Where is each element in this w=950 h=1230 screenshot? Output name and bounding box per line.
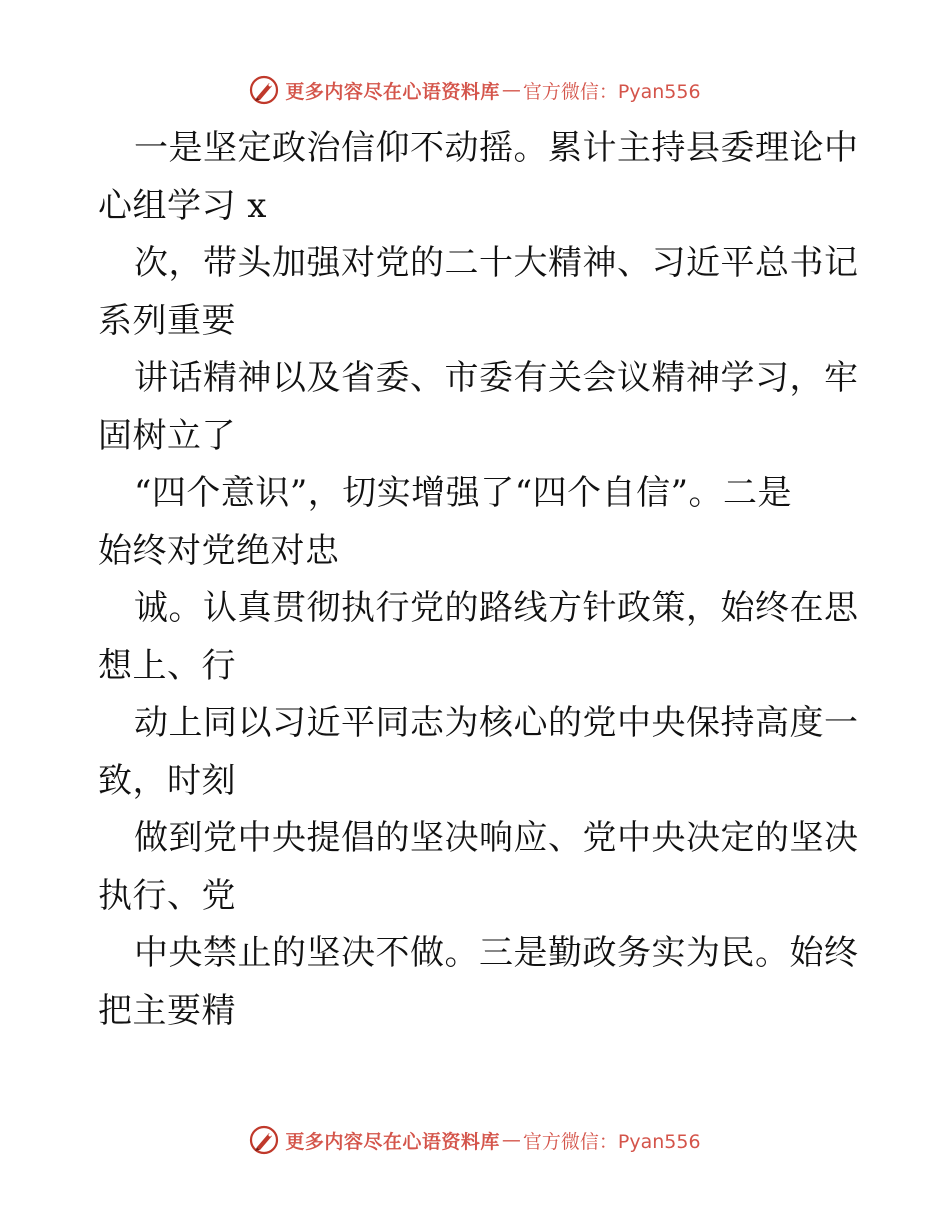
header-banner	[0, 70, 950, 110]
text-line: 系列重要	[98, 300, 236, 341]
text-line: “四个意识”，切实增强了“四个自信”。二是	[134, 473, 793, 513]
text-line: 诚。认真贯彻执行党的路线方针政策，始终在思	[134, 588, 859, 628]
text-line: 想上、行	[98, 645, 236, 686]
pen-nib-logo-icon	[249, 1125, 279, 1155]
banner-main-text: 更多内容尽在心语资料库	[285, 1130, 500, 1153]
footer-banner	[0, 1120, 950, 1160]
text-line: 致，时刻	[98, 760, 236, 801]
text-line: 动上同以习近平同志为核心的党中央保持高度一	[134, 703, 859, 743]
text-line: 把主要精	[98, 990, 236, 1031]
text-line: 心组学习 x	[98, 185, 267, 226]
text-line: 一是坚定政治信仰不动摇。累计主持县委理论中	[134, 128, 859, 168]
text-line: 次，带头加强对党的二十大精神、习近平总书记	[134, 243, 859, 283]
text-line: 执行、党	[98, 875, 236, 916]
body-text	[98, 120, 858, 1040]
text-line: 中央禁止的坚决不做。三是勤政务实为民。始终	[134, 933, 859, 973]
banner-dash: —	[501, 79, 521, 101]
text-line: 始终对党绝对忠	[98, 530, 340, 571]
pen-nib-logo-icon	[249, 75, 279, 105]
text-line: 固树立了	[98, 415, 236, 456]
banner-main-text: 更多内容尽在心语资料库	[285, 80, 500, 103]
banner-dash: —	[501, 1129, 521, 1151]
text-line: 做到党中央提倡的坚决响应、党中央决定的坚决	[134, 818, 859, 858]
banner-wechat-text: 官方微信：Pyan556	[522, 1130, 701, 1153]
text-line: 讲话精神以及省委、市委有关会议精神学习，牢	[134, 358, 859, 398]
banner-wechat-text: 官方微信：Pyan556	[522, 80, 701, 103]
